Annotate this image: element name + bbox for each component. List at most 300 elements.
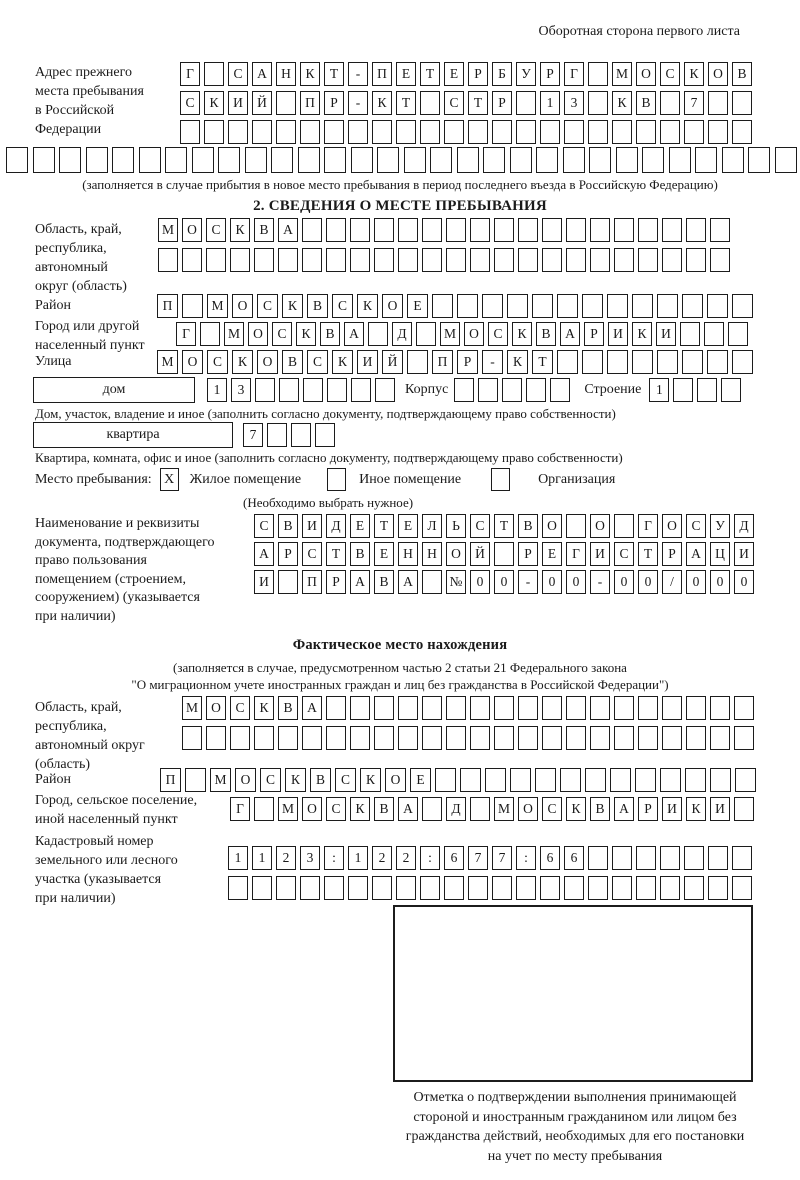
char-box: О bbox=[232, 294, 253, 318]
char-box: С bbox=[228, 62, 248, 86]
char-box: Е bbox=[542, 542, 562, 566]
char-box bbox=[722, 147, 744, 173]
char-box: О bbox=[446, 542, 466, 566]
char-box: Т bbox=[638, 542, 658, 566]
char-box bbox=[588, 62, 608, 86]
char-box: И bbox=[357, 350, 378, 374]
char-box: К bbox=[300, 62, 320, 86]
stay-type-row bbox=[35, 468, 615, 491]
char-box bbox=[550, 378, 570, 402]
char-box bbox=[374, 248, 394, 272]
char-box: Т bbox=[420, 62, 440, 86]
char-box: К bbox=[296, 322, 316, 346]
char-box: О bbox=[206, 696, 226, 720]
char-box bbox=[279, 378, 299, 402]
char-box: 6 bbox=[444, 846, 464, 870]
char-box bbox=[734, 696, 754, 720]
char-box bbox=[564, 120, 584, 144]
char-box bbox=[492, 120, 512, 144]
char-box: С bbox=[230, 696, 250, 720]
char-box bbox=[446, 248, 466, 272]
char-box: М bbox=[210, 768, 231, 792]
char-box: А bbox=[344, 322, 364, 346]
char-box bbox=[526, 378, 546, 402]
char-box bbox=[638, 696, 658, 720]
char-box: Н bbox=[398, 542, 418, 566]
house-box-label: дом bbox=[33, 377, 195, 403]
stamp-caption: Отметка о подтверждении выполнения принимающей стороной и иностранным гражданином или лицом без гражданства действий, необходимых для его постановки на учет по месту пребывания bbox=[405, 1090, 745, 1164]
char-box: - bbox=[518, 570, 538, 594]
char-box: 0 bbox=[470, 570, 490, 594]
char-box bbox=[422, 570, 442, 594]
char-box bbox=[302, 726, 322, 750]
char-box: Р bbox=[324, 91, 344, 115]
char-box: Н bbox=[276, 62, 296, 86]
char-box bbox=[710, 768, 731, 792]
char-box: Г bbox=[564, 62, 584, 86]
char-box: 0 bbox=[542, 570, 562, 594]
char-box: М bbox=[278, 797, 298, 821]
char-box bbox=[59, 147, 81, 173]
char-box: К bbox=[684, 62, 704, 86]
document-label: Наименование и реквизиты документа, подтверждающего право пользования помещением (строением, сооружением) (указывается при наличии) bbox=[35, 516, 215, 624]
char-box bbox=[607, 294, 628, 318]
char-box bbox=[566, 696, 586, 720]
char-box bbox=[435, 768, 456, 792]
other-premises-label: Иное помещение bbox=[359, 471, 462, 487]
char-box bbox=[535, 768, 556, 792]
char-box: М bbox=[182, 696, 202, 720]
char-box: : bbox=[324, 846, 344, 870]
char-box: И bbox=[662, 797, 682, 821]
char-box bbox=[636, 876, 656, 900]
char-box: С bbox=[444, 91, 464, 115]
char-box: М bbox=[158, 218, 178, 242]
char-box: С bbox=[180, 91, 200, 115]
char-box bbox=[254, 797, 274, 821]
char-box: В bbox=[374, 570, 394, 594]
char-box bbox=[614, 726, 634, 750]
char-box: С bbox=[614, 542, 634, 566]
char-box bbox=[200, 322, 220, 346]
char-box: С bbox=[307, 350, 328, 374]
page-corner-note: Оборотная сторона первого листа bbox=[538, 24, 740, 39]
apartment-row bbox=[33, 422, 335, 448]
char-box: 3 bbox=[300, 846, 320, 870]
other-premises-checkbox bbox=[327, 468, 346, 491]
char-box bbox=[470, 218, 490, 242]
document-grid-row3 bbox=[254, 570, 754, 594]
char-box: С bbox=[332, 294, 353, 318]
char-box bbox=[588, 91, 608, 115]
prev-address-grid-row4 bbox=[6, 147, 797, 173]
char-box bbox=[616, 147, 638, 173]
char-box bbox=[710, 696, 730, 720]
char-box: Й bbox=[252, 91, 272, 115]
char-box bbox=[485, 768, 506, 792]
char-box bbox=[165, 147, 187, 173]
char-box bbox=[775, 147, 797, 173]
char-box: Е bbox=[374, 542, 394, 566]
stay-type-note: (Необходимо выбрать нужное) bbox=[243, 495, 414, 510]
char-box bbox=[686, 218, 706, 242]
char-box: В bbox=[278, 514, 298, 538]
char-box bbox=[422, 696, 442, 720]
char-box: Е bbox=[396, 62, 416, 86]
char-box bbox=[396, 876, 416, 900]
char-box: Е bbox=[444, 62, 464, 86]
char-box: 2 bbox=[396, 846, 416, 870]
char-box: П bbox=[300, 91, 320, 115]
char-box bbox=[350, 696, 370, 720]
char-box bbox=[422, 726, 442, 750]
char-box: К bbox=[512, 322, 532, 346]
char-box bbox=[588, 876, 608, 900]
char-box bbox=[218, 147, 240, 173]
char-box bbox=[204, 62, 224, 86]
char-box: О bbox=[302, 797, 322, 821]
char-box: П bbox=[432, 350, 453, 374]
char-box bbox=[230, 726, 250, 750]
char-box: А bbox=[254, 542, 274, 566]
char-box: В bbox=[254, 218, 274, 242]
char-box bbox=[642, 147, 664, 173]
char-box: / bbox=[662, 570, 682, 594]
char-box: К bbox=[612, 91, 632, 115]
char-box: Е bbox=[410, 768, 431, 792]
char-box: Н bbox=[422, 542, 442, 566]
char-box: Р bbox=[492, 91, 512, 115]
char-box: 3 bbox=[564, 91, 584, 115]
char-box bbox=[350, 726, 370, 750]
char-box bbox=[416, 322, 436, 346]
char-box: И bbox=[734, 542, 754, 566]
char-box bbox=[377, 147, 399, 173]
char-box bbox=[686, 248, 706, 272]
char-box bbox=[368, 322, 388, 346]
char-box bbox=[732, 294, 753, 318]
char-box: О bbox=[182, 350, 203, 374]
char-box bbox=[444, 876, 464, 900]
al-city-label: Город, сельское поселение, иной населенный пункт bbox=[35, 793, 198, 827]
char-box bbox=[660, 846, 680, 870]
char-box bbox=[444, 120, 464, 144]
al-district-grid bbox=[160, 768, 756, 792]
char-box bbox=[33, 147, 55, 173]
char-box bbox=[6, 147, 28, 173]
s2-city-label: Город или другой населенный пункт bbox=[35, 319, 145, 353]
char-box: В bbox=[518, 514, 538, 538]
char-box bbox=[492, 876, 512, 900]
char-box: П bbox=[302, 570, 322, 594]
char-box bbox=[708, 91, 728, 115]
char-box: Р bbox=[638, 797, 658, 821]
char-box bbox=[612, 846, 632, 870]
char-box: Т bbox=[396, 91, 416, 115]
char-box: Е bbox=[350, 514, 370, 538]
char-box: О bbox=[248, 322, 268, 346]
char-box: Е bbox=[398, 514, 418, 538]
char-box: П bbox=[160, 768, 181, 792]
char-box: 0 bbox=[710, 570, 730, 594]
char-box: Ь bbox=[446, 514, 466, 538]
char-box bbox=[348, 120, 368, 144]
char-box: Р bbox=[584, 322, 604, 346]
char-box: С bbox=[254, 514, 274, 538]
char-box bbox=[707, 294, 728, 318]
char-box bbox=[612, 120, 632, 144]
char-box: К bbox=[566, 797, 586, 821]
char-box: Й bbox=[470, 542, 490, 566]
char-box bbox=[326, 218, 346, 242]
char-box bbox=[350, 248, 370, 272]
char-box: 0 bbox=[686, 570, 706, 594]
char-box bbox=[560, 768, 581, 792]
prev-address-grid-row2 bbox=[180, 91, 752, 115]
char-box: И bbox=[228, 91, 248, 115]
char-box: А bbox=[614, 797, 634, 821]
char-box bbox=[350, 218, 370, 242]
char-box bbox=[680, 322, 700, 346]
char-box: А bbox=[398, 570, 418, 594]
char-box bbox=[684, 876, 704, 900]
char-box: 6 bbox=[540, 846, 560, 870]
char-box: А bbox=[302, 696, 322, 720]
char-box: П bbox=[372, 62, 392, 86]
char-box: № bbox=[446, 570, 466, 594]
char-box: М bbox=[612, 62, 632, 86]
char-box: К bbox=[350, 797, 370, 821]
char-box bbox=[685, 768, 706, 792]
char-box bbox=[276, 91, 296, 115]
char-box bbox=[734, 797, 754, 821]
char-box: С bbox=[335, 768, 356, 792]
char-box bbox=[482, 294, 503, 318]
char-box: Г bbox=[230, 797, 250, 821]
char-box bbox=[182, 248, 202, 272]
char-box: С bbox=[260, 768, 281, 792]
char-box: П bbox=[157, 294, 178, 318]
char-box: В bbox=[636, 91, 656, 115]
char-box bbox=[230, 248, 250, 272]
char-box bbox=[326, 696, 346, 720]
char-box: О bbox=[542, 514, 562, 538]
char-box bbox=[420, 120, 440, 144]
char-box: К bbox=[507, 350, 528, 374]
char-box: С bbox=[470, 514, 490, 538]
char-box bbox=[430, 147, 452, 173]
residential-label: Жилое помещение bbox=[189, 471, 302, 487]
char-box bbox=[326, 726, 346, 750]
char-box bbox=[566, 248, 586, 272]
char-box: Д bbox=[392, 322, 412, 346]
char-box bbox=[470, 696, 490, 720]
char-box: - bbox=[348, 62, 368, 86]
char-box bbox=[446, 218, 466, 242]
char-box: В bbox=[374, 797, 394, 821]
char-box bbox=[351, 378, 371, 402]
char-box bbox=[457, 294, 478, 318]
char-box: О bbox=[662, 514, 682, 538]
char-box bbox=[728, 322, 748, 346]
apartment-number-grid bbox=[243, 423, 335, 447]
s2-region-grid-row1 bbox=[158, 218, 730, 242]
char-box: - bbox=[590, 570, 610, 594]
char-box bbox=[278, 570, 298, 594]
char-box: 7 bbox=[468, 846, 488, 870]
char-box: С bbox=[660, 62, 680, 86]
char-box bbox=[707, 350, 728, 374]
char-box bbox=[468, 876, 488, 900]
char-box: О bbox=[464, 322, 484, 346]
char-box bbox=[632, 294, 653, 318]
char-box: Р bbox=[518, 542, 538, 566]
char-box: О bbox=[518, 797, 538, 821]
char-box: 0 bbox=[614, 570, 634, 594]
char-box bbox=[588, 120, 608, 144]
char-box: С bbox=[488, 322, 508, 346]
char-box: К bbox=[372, 91, 392, 115]
char-box bbox=[542, 726, 562, 750]
char-box bbox=[662, 248, 682, 272]
char-box bbox=[254, 726, 274, 750]
char-box: К bbox=[285, 768, 306, 792]
document-grid-row1 bbox=[254, 514, 754, 538]
char-box bbox=[516, 120, 536, 144]
char-box bbox=[420, 876, 440, 900]
char-box: Д bbox=[446, 797, 466, 821]
char-box: М bbox=[440, 322, 460, 346]
char-box: В bbox=[536, 322, 556, 346]
char-box bbox=[348, 876, 368, 900]
char-box: К bbox=[332, 350, 353, 374]
char-box bbox=[660, 768, 681, 792]
korpus-grid bbox=[454, 378, 570, 402]
char-box bbox=[206, 726, 226, 750]
section2-title: 2. СВЕДЕНИЯ О МЕСТЕ ПРЕБЫВАНИЯ bbox=[253, 198, 547, 214]
char-box: С bbox=[207, 350, 228, 374]
char-box bbox=[708, 120, 728, 144]
char-box bbox=[457, 147, 479, 173]
char-box bbox=[86, 147, 108, 173]
prev-address-grid-row1 bbox=[180, 62, 752, 86]
char-box: А bbox=[398, 797, 418, 821]
s2-street-grid bbox=[157, 350, 753, 374]
char-box bbox=[206, 248, 226, 272]
char-box: Т bbox=[494, 514, 514, 538]
char-box: О bbox=[382, 294, 403, 318]
char-box bbox=[510, 147, 532, 173]
stroenie-label: Строение bbox=[584, 382, 642, 397]
char-box bbox=[494, 542, 514, 566]
char-box bbox=[446, 696, 466, 720]
char-box bbox=[732, 876, 752, 900]
char-box: С bbox=[686, 514, 706, 538]
char-box bbox=[454, 378, 474, 402]
char-box bbox=[470, 797, 490, 821]
char-box: И bbox=[656, 322, 676, 346]
char-box bbox=[300, 876, 320, 900]
char-box bbox=[557, 350, 578, 374]
char-box bbox=[398, 218, 418, 242]
char-box bbox=[695, 147, 717, 173]
char-box bbox=[682, 350, 703, 374]
char-box bbox=[324, 876, 344, 900]
char-box bbox=[588, 846, 608, 870]
char-box bbox=[422, 218, 442, 242]
char-box bbox=[542, 696, 562, 720]
char-box bbox=[662, 218, 682, 242]
char-box bbox=[185, 768, 206, 792]
char-box bbox=[704, 322, 724, 346]
actual-location-note1: (заполняется в случае, предусмотренном частью 2 статьи 21 Федерального закона bbox=[173, 660, 627, 675]
char-box: В bbox=[310, 768, 331, 792]
char-box bbox=[638, 726, 658, 750]
char-box bbox=[327, 378, 347, 402]
char-box bbox=[542, 248, 562, 272]
char-box: В bbox=[590, 797, 610, 821]
char-box bbox=[632, 350, 653, 374]
char-box bbox=[245, 147, 267, 173]
char-box: Р bbox=[468, 62, 488, 86]
char-box: А bbox=[686, 542, 706, 566]
char-box bbox=[278, 726, 298, 750]
char-box: К bbox=[204, 91, 224, 115]
char-box bbox=[494, 248, 514, 272]
char-box bbox=[540, 876, 560, 900]
char-box bbox=[254, 248, 274, 272]
char-box bbox=[315, 423, 335, 447]
char-box bbox=[396, 120, 416, 144]
char-box bbox=[686, 696, 706, 720]
char-box: А bbox=[252, 62, 272, 86]
char-box bbox=[276, 120, 296, 144]
char-box: Д bbox=[734, 514, 754, 538]
stroenie-grid bbox=[649, 378, 741, 402]
char-box: : bbox=[516, 846, 536, 870]
char-box: 6 bbox=[564, 846, 584, 870]
char-box: О bbox=[182, 218, 202, 242]
char-box bbox=[708, 876, 728, 900]
cadastre-grid-row1 bbox=[228, 846, 752, 870]
char-box: Й bbox=[382, 350, 403, 374]
char-box bbox=[507, 294, 528, 318]
char-box bbox=[300, 120, 320, 144]
char-box bbox=[204, 120, 224, 144]
char-box bbox=[612, 876, 632, 900]
char-box bbox=[324, 147, 346, 173]
char-box bbox=[276, 876, 296, 900]
char-box bbox=[271, 147, 293, 173]
char-box: 7 bbox=[492, 846, 512, 870]
char-box bbox=[510, 768, 531, 792]
char-box bbox=[638, 218, 658, 242]
char-box: Л bbox=[422, 514, 442, 538]
char-box bbox=[518, 218, 538, 242]
al-region-grid-row1 bbox=[182, 696, 754, 720]
char-box bbox=[610, 768, 631, 792]
char-box bbox=[182, 726, 202, 750]
char-box bbox=[228, 876, 248, 900]
house-row bbox=[33, 377, 741, 403]
document-grid-row2 bbox=[254, 542, 754, 566]
char-box bbox=[540, 120, 560, 144]
char-box bbox=[494, 696, 514, 720]
char-box bbox=[298, 147, 320, 173]
char-box bbox=[494, 218, 514, 242]
cadastre-label: Кадастровый номер земельного или лесного участка (указывается при наличии) bbox=[35, 834, 178, 906]
char-box: М bbox=[207, 294, 228, 318]
